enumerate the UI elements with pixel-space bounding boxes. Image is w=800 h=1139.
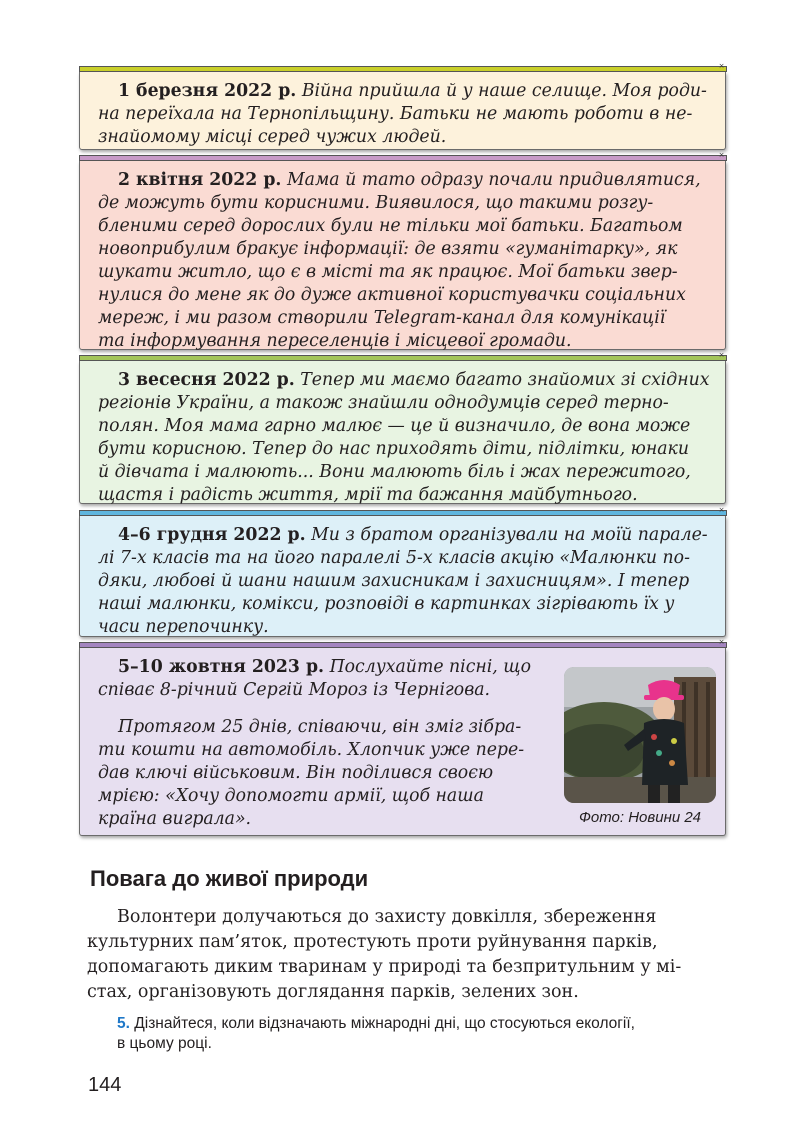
entry-line: часи перепочинку. bbox=[98, 617, 269, 637]
entry-line: мрією: «Хочу допомогти армії, щоб наша bbox=[98, 786, 484, 806]
diary-entry-card bbox=[79, 62, 726, 150]
body-line: культурних пам’яток, протестують проти руйнування парків, bbox=[87, 932, 658, 952]
entry-line: Ми з братом організували на моїй парале- bbox=[311, 525, 708, 545]
photo-caption: Фото: Новини 24 bbox=[578, 809, 702, 826]
close-icon: × bbox=[718, 506, 725, 514]
task bbox=[117, 1014, 727, 1054]
entry-text bbox=[98, 369, 713, 507]
card-header-bar bbox=[79, 151, 727, 161]
card-header-bar bbox=[79, 506, 727, 516]
close-icon: × bbox=[718, 638, 725, 646]
section-title: Повага до живої природи bbox=[90, 866, 369, 891]
entry-date: 3 весесня 2022 р. bbox=[118, 370, 295, 390]
body-line: стах, організовують доглядання парків, зелених зон. bbox=[87, 982, 579, 1002]
page-number: 144 bbox=[88, 1074, 122, 1096]
entry-date: 5–10 жовтня 2023 р. bbox=[118, 657, 325, 677]
task-line: Дізнайтеся, коли відзначають міжнародні дні, що стосуються екології, bbox=[134, 1015, 635, 1032]
entry-text bbox=[98, 716, 548, 831]
entry-text-column bbox=[98, 656, 548, 831]
body-paragraph bbox=[87, 905, 720, 1005]
entry-text bbox=[98, 656, 548, 702]
photo-figure bbox=[564, 667, 716, 826]
entry-line: країна виграла». bbox=[98, 809, 252, 829]
entry-line: лі 7-х класів та на його паралелі 5-х класів акцію «Малюнки по- bbox=[98, 548, 690, 568]
body-line: Волонтери долучаються до захисту довкілля, збереження bbox=[117, 907, 657, 927]
diary-entry-card bbox=[79, 351, 726, 505]
body-line: допомагають диким тваринам у природі та безпритульним у мі- bbox=[87, 957, 682, 977]
entry-line: Тепер ми маємо багато знайомих зі східних bbox=[300, 370, 710, 390]
close-icon: × bbox=[718, 151, 725, 159]
card-header-bar bbox=[79, 638, 727, 648]
entry-date: 4–6 грудня 2022 р. bbox=[118, 525, 306, 545]
entry-line: новоприбулим бракує інформації: де взяти «гуманітарку», як bbox=[98, 239, 678, 259]
entry-line: знайомому місці серед чужих людей. bbox=[98, 127, 447, 147]
entry-line: ти кошти на автомобіль. Хлопчик уже пере- bbox=[98, 740, 525, 760]
entry-line: де можуть бути корисними. Виявилося, що такими розгу- bbox=[98, 193, 654, 213]
entry-line: бленими серед дорослих були не тільки мої батьки. Багатьом bbox=[98, 216, 683, 236]
entry-text bbox=[98, 524, 713, 639]
diary-entry-card bbox=[79, 506, 726, 637]
entry-text bbox=[98, 80, 713, 149]
boy-photo-illustration bbox=[564, 667, 716, 803]
entry-line: мереж, і ми разом створили Telegram-канал для комунікації bbox=[98, 308, 666, 328]
entry-line: полян. Моя мама гарно малює — це й визначило, де вона може bbox=[98, 416, 691, 436]
entry-line: та інформування переселенців і місцевої громади. bbox=[98, 331, 572, 351]
entry-date: 2 квітня 2022 р. bbox=[118, 170, 282, 190]
entry-line: Мама й тато одразу почали придивлятися, bbox=[286, 170, 701, 190]
entry-line: щастя і радість життя, мрії та бажання майбутнього. bbox=[98, 485, 638, 505]
entry-line: Послухайте пісні, що bbox=[329, 657, 531, 677]
close-icon: × bbox=[718, 351, 725, 359]
entry-line: регіонів України, а також знайшли однодумців серед терно- bbox=[98, 393, 669, 413]
entry-line: наші малюнки, комікси, розповіді в картинках зігрівають їх у bbox=[98, 594, 675, 614]
task-number: 5. bbox=[117, 1015, 130, 1032]
photo bbox=[564, 667, 716, 803]
entry-line: й дівчата і малюють... Вони малюють біль і жах пережитого, bbox=[98, 462, 691, 482]
entry-line: Протягом 25 днів, співаючи, він зміг зібра- bbox=[118, 717, 522, 737]
close-icon: × bbox=[718, 62, 725, 70]
task-line: в цьому році. bbox=[117, 1035, 212, 1052]
entry-line: співає 8-річний Сергій Мороз із Чернігова. bbox=[98, 680, 491, 700]
card-header-bar bbox=[79, 62, 727, 72]
entry-line: на переїхала на Тернопільщину. Батьки не мають роботи в не- bbox=[98, 104, 693, 124]
card-header-bar bbox=[79, 351, 727, 361]
entry-line: бути корисною. Тепер до нас приходять діти, підлітки, юнаки bbox=[98, 439, 689, 459]
entry-line: Війна прийшла й у наше селище. Моя роди- bbox=[301, 81, 707, 101]
entry-line: нулися до мене як до дуже активної користувачки соціальних bbox=[98, 285, 686, 305]
entry-line: дав ключі військовим. Він поділився своєю bbox=[98, 763, 494, 783]
entry-line: шукати житло, що є в місті та як працює. Мої батьки звер- bbox=[98, 262, 678, 282]
diary-entry-card bbox=[79, 638, 726, 836]
entry-line: дяки, любові й шани нашим захисникам і захисницям». І тепер bbox=[98, 571, 690, 591]
entry-date: 1 березня 2022 р. bbox=[118, 81, 297, 101]
entry-text bbox=[98, 169, 713, 353]
diary-entry-card bbox=[79, 151, 726, 351]
